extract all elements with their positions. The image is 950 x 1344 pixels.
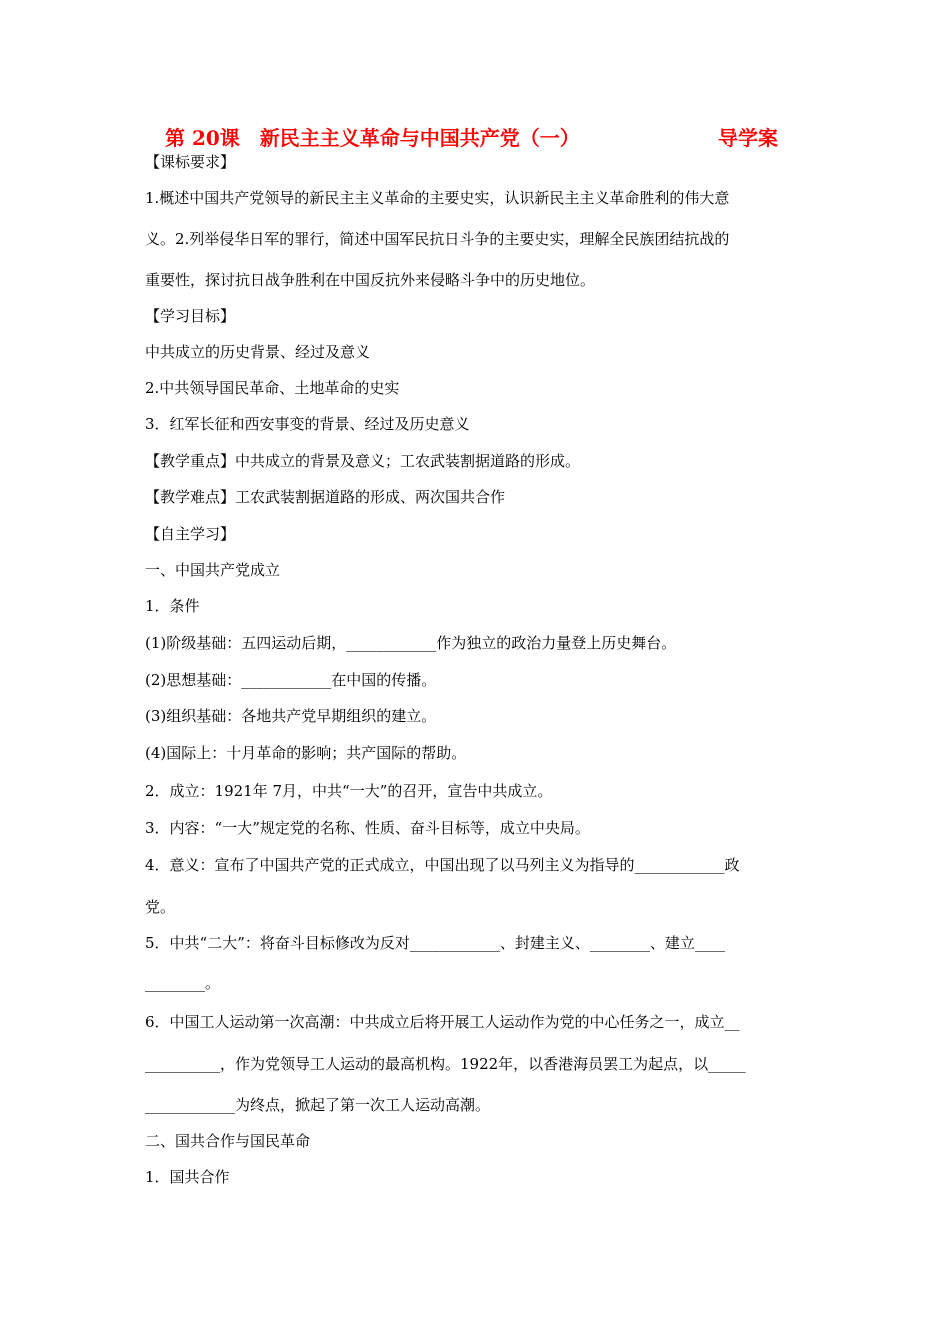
paragraph-line: 党。	[145, 898, 176, 916]
paragraph-line: 2.中共领导国民革命、土地革命的史实	[145, 379, 400, 397]
paragraph-line: (2)思想基础：____________在中国的传播。	[145, 671, 437, 689]
paragraph-line: 3．内容：“一大”规定党的名称、性质、奋斗目标等，成立中央局。	[145, 819, 590, 837]
section-heading-goals: 【学习目标】	[145, 307, 236, 325]
paragraph-line: (3)组织基础：各地共产党早期组织的建立。	[145, 707, 437, 725]
section-heading-self-study: 【自主学习】	[145, 525, 236, 543]
paragraph-line: 【教学难点】工农武装割据道路的形成、两次国共合作	[145, 488, 506, 506]
paragraph-line: 5．中共“二大”：将奋斗目标修改为反对____________、封建主义、________、建立____	[145, 934, 725, 952]
paragraph-line: 3．红军长征和西安事变的背景、经过及历史意义	[145, 415, 470, 433]
document-title	[165, 123, 805, 153]
title-suffix: 导学案	[718, 126, 778, 150]
paragraph-line: 6．中国工人运动第一次高潮：中共成立后将开展工人运动作为党的中心任务之一，成立__	[145, 1013, 740, 1031]
paragraph-line: 1．国共合作	[145, 1168, 230, 1186]
paragraph-line: ____________为终点，掀起了第一次工人运动高潮。	[145, 1096, 491, 1114]
paragraph-line: 1．条件	[145, 597, 200, 615]
paragraph-line: ________。	[145, 974, 221, 992]
paragraph-line: 【教学重点】中共成立的背景及意义；工农武装割据道路的形成。	[145, 452, 581, 470]
paragraph-line: 2．成立：1921年 7月，中共“一大”的召开，宣告中共成立。	[145, 782, 553, 800]
paragraph-line: 4．意义：宣布了中国共产党的正式成立，中国出现了以马列主义为指导的____________政	[145, 856, 740, 874]
paragraph-line: (4)国际上：十月革命的影响；共产国际的帮助。	[145, 744, 467, 762]
paragraph-line: __________，作为党领导工人运动的最高机构。1922年，以香港海员罢工为起点，以_____	[145, 1055, 746, 1073]
paragraph-line: (1)阶级基础：五四运动后期，____________作为独立的政治力量登上历史舞台。	[145, 634, 677, 652]
title-main: 第 20课 新民主主义革命与中国共产党（一）	[165, 126, 580, 150]
paragraph-line: 中共成立的历史背景、经过及意义	[145, 343, 371, 361]
paragraph-line: 1.概述中国共产党领导的新民主主义革命的主要史实，认识新民主主义革命胜利的伟大意	[145, 189, 730, 207]
paragraph-line: 二、国共合作与国民革命	[145, 1132, 311, 1150]
paragraph-line: 义。2.列举侵华日军的罪行，简述中国军民抗日斗争的主要史实，理解全民族团结抗战的	[145, 230, 730, 248]
paragraph-line: 一、中国共产党成立	[145, 561, 281, 579]
paragraph-line: 重要性，探讨抗日战争胜利在中国反抗外来侵略斗争中的历史地位。	[145, 271, 596, 289]
section-heading-curriculum: 【课标要求】	[145, 153, 236, 171]
